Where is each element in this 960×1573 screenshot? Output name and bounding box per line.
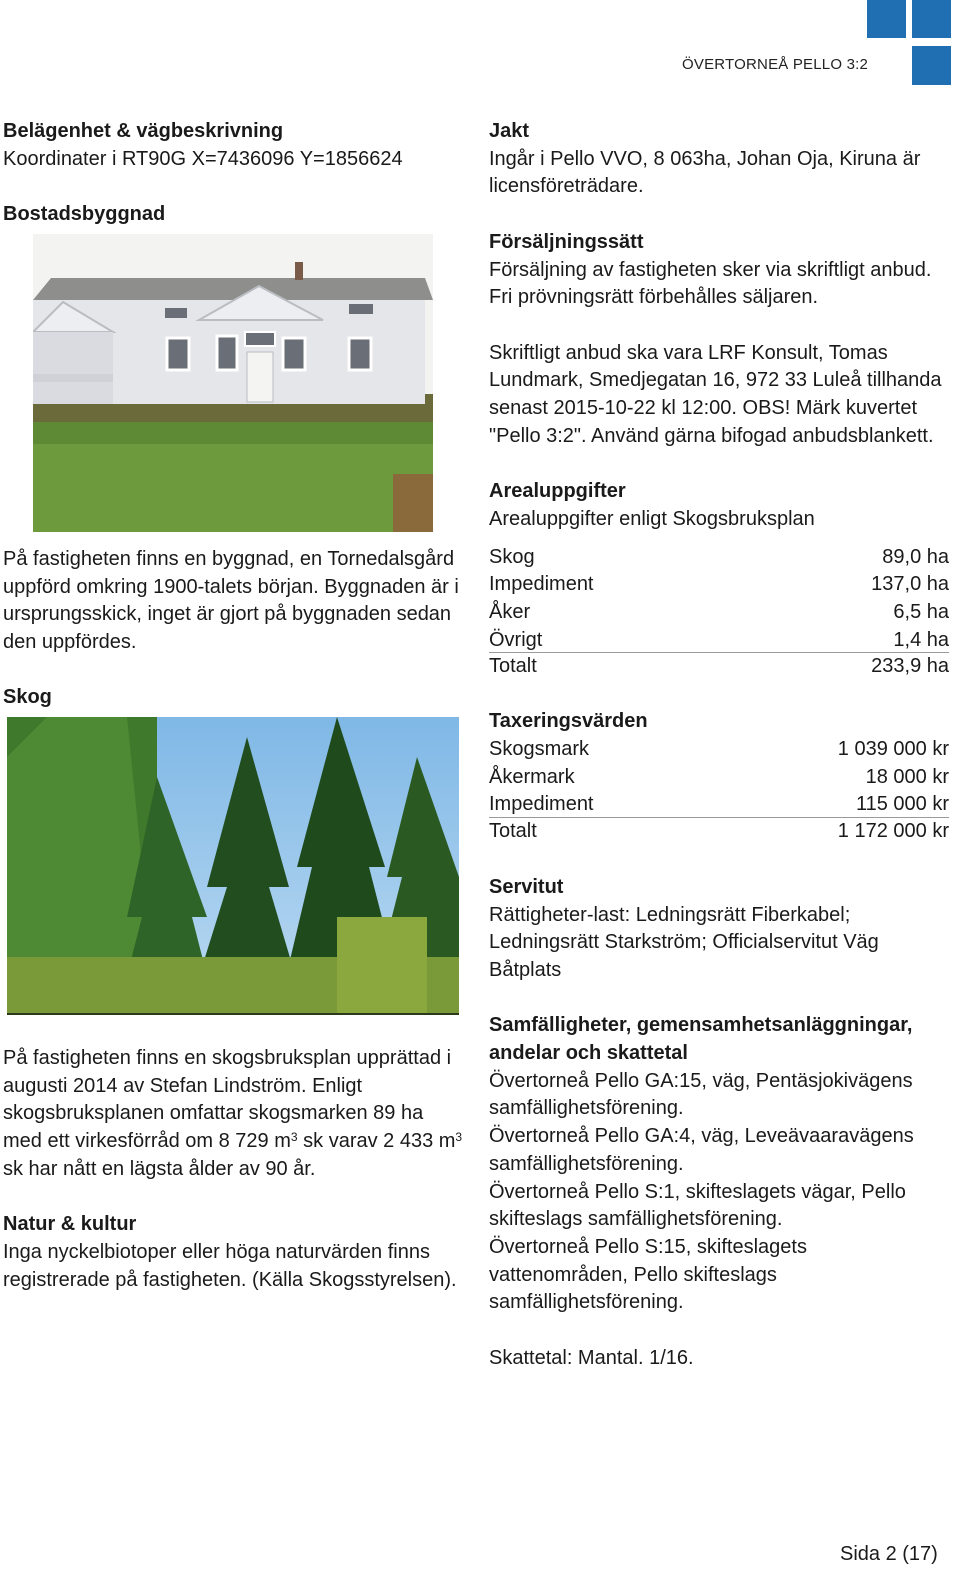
sale-heading: Försäljningssätt <box>489 230 644 253</box>
logo-square <box>912 0 951 38</box>
area-subheading: Arealuppgifter enligt Skogsbruksplan <box>489 507 815 530</box>
nature-text: Inga nyckelbiotoper eller höga naturvärden finns registrerade på fastigheten. (Källa Skogsstyrelsen). <box>3 1240 457 1291</box>
tax-rate: Skattetal: Mantal. 1/16. <box>489 1346 694 1369</box>
logo-square <box>912 46 951 85</box>
hunting-heading: Jakt <box>489 120 530 142</box>
joint-item: Övertorneå Pello GA:15, väg, Pentäsjokivägens samfällighetsförening. <box>489 1069 913 1120</box>
area-row: Skog 89,0 ha <box>489 545 949 568</box>
area-row: Åker 6,5 ha <box>489 600 949 623</box>
tax-heading: Taxeringsvärden <box>489 710 648 733</box>
joint-item: Övertorneå Pello S:1, skifteslagets vägar, Pello skifteslags samfällighetsförening. <box>489 1180 906 1231</box>
bid-instructions: Skriftligt anbud ska vara LRF Konsult, Tomas Lundmark, Smedjegatan 16, 972 33 Luleå tillhanda senast 2015-10-22 kl 12:00. OBS! Märk kuvertet "Pello 3:2". Använd gärna bifogad anbudsblankett. <box>489 341 942 447</box>
area-row: Impediment 137,0 ha <box>489 573 949 596</box>
area-row: Övrigt 1,4 ha <box>489 628 949 651</box>
dwelling-heading: Bostadsbyggnad <box>3 203 166 226</box>
easement-heading: Servitut <box>489 875 564 898</box>
easement-text: Rättigheter-last: Ledningsrätt Fiberkabel; Ledningsrätt Starkström; Officialservitut Väg Båtplats <box>489 903 879 981</box>
joint-item: Övertorneå Pello GA:4, väg, Leveävaaravägens samfällighetsförening. <box>489 1125 914 1175</box>
right-column <box>489 118 949 1372</box>
forest-illustration <box>7 717 459 1015</box>
sale-text: Försäljning av fastigheten sker via skriftligt anbud. Fri prövningsrätt förbehålles säljaren. <box>489 258 932 309</box>
tax-table <box>489 736 949 846</box>
property-title: ÖVERTORNEÅ PELLO 3:2 <box>682 56 869 73</box>
tax-row: Impediment 115 000 kr <box>489 793 949 816</box>
house-illustration <box>33 234 433 532</box>
forest-text: På fastigheten finns en skogsbruksplan upprättad i augusti 2014 av Stefan Lindström. Enligt skogsbruksplanen omfattar skogsmarken 89 ha med ett virkesförråd om 8 729 $m^3$ sk varav 2 433 $m^3$ sk har nått en lägsta ålder av 90 år. <box>3 1047 463 1180</box>
forest-heading: Skog <box>3 686 52 709</box>
forest-photo <box>7 717 459 1015</box>
nature-heading: Natur & kultur <box>3 1213 137 1236</box>
dwelling-text: På fastigheten finns en byggnad, en Tornedalsgård uppförd omkring 1900-talets början. Byggnaden är i ursprungsskick, inget är gjort på byggnaden sedan den uppfördes. <box>3 547 459 653</box>
hunting-text: Ingår i Pello VVO, 8 063ha, Johan Oja, Kiruna är licensföreträdare. <box>489 147 921 198</box>
location-heading: Belägenhet & vägbeskrivning <box>3 120 284 142</box>
area-table <box>489 544 949 681</box>
area-total-row: Totalt 233,9 ha <box>489 652 949 681</box>
joint-item: Övertorneå Pello S:15, skifteslagets vattenområden, Pello skifteslags samfällighetsförening. <box>489 1235 807 1314</box>
logo-square <box>867 0 906 38</box>
house-photo <box>33 234 433 532</box>
location-text: Koordinater i RT90G X=7436096 Y=1856624 <box>3 147 403 170</box>
tax-row: Skogsmark 1 039 000 kr <box>489 738 949 761</box>
joint-heading: Samfälligheter, gemensamhetsanläggningar, andelar och skattetal <box>489 1014 913 1065</box>
tax-row: Åkermark 18 000 kr <box>489 765 949 788</box>
left-column <box>3 118 463 1294</box>
area-heading: Arealuppgifter <box>489 480 626 503</box>
tax-total-row: Totalt 1 172 000 kr <box>489 817 949 846</box>
page-number: Sida 2 (17) <box>840 1543 938 1565</box>
